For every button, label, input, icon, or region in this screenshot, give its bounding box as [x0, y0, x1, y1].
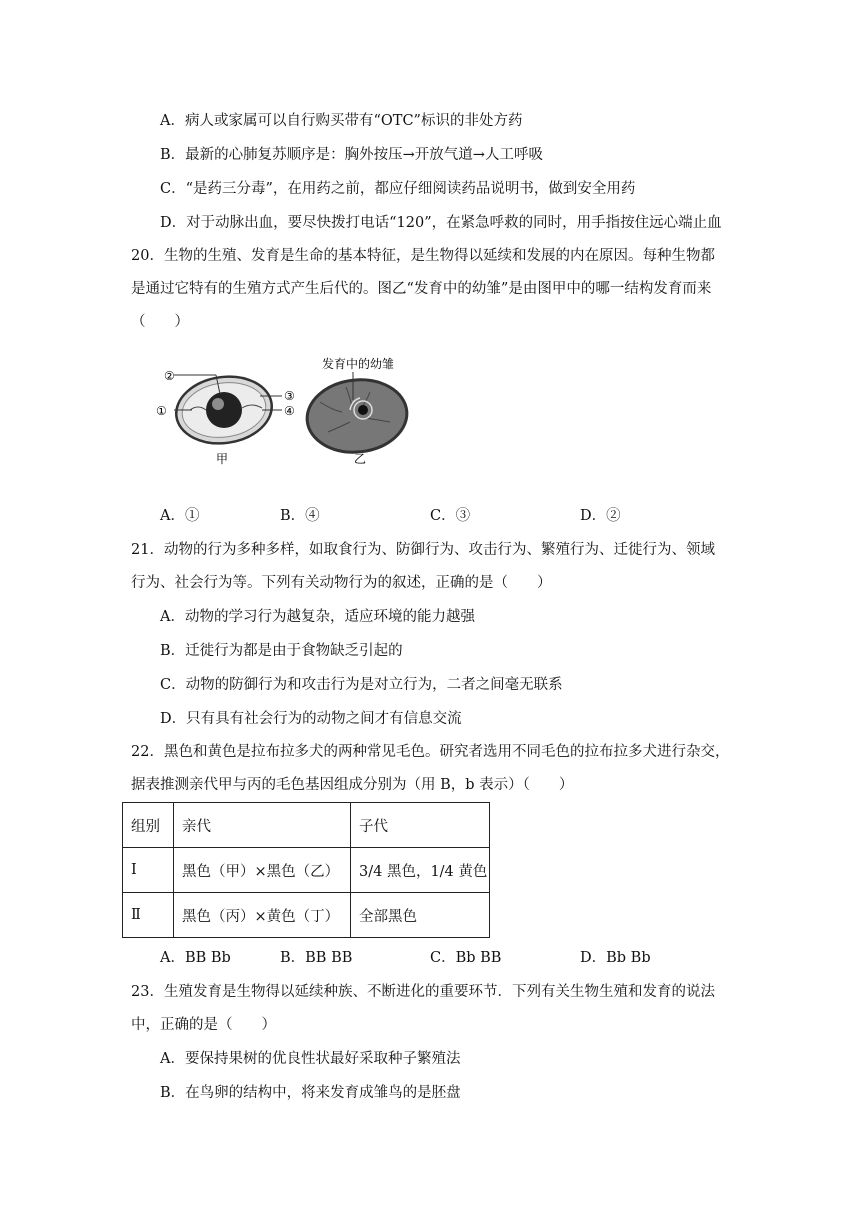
q23-stem-line1: 23．生殖发育是生物得以延续种族、不断进化的重要环节．下列有关生物生殖和发育的说法	[131, 984, 715, 1000]
q19-option-d: D．对于动脉出血，要尽快拨打电话“120”，在紧急呼救的同时，用手指按住远心端止血	[160, 215, 722, 231]
table-cell: 黑色（丙）×黄色（丁）	[174, 893, 351, 938]
q20-option-c: C．③	[430, 508, 471, 524]
q20-stem-line2: 是通过它特有的生殖方式产生后代的。图乙“发育中的幼雏”是由图甲中的哪一结构发育而来	[131, 281, 712, 297]
marker-3: ③	[284, 389, 295, 403]
label-yi: 乙	[354, 452, 367, 466]
q21-option-a: A．动物的学习行为越复杂，适应环境的能力越强	[160, 609, 475, 625]
q22-option-b: B．BB BB	[280, 950, 353, 966]
q20-option-b: B．④	[280, 508, 320, 524]
egg-developing-yi	[304, 356, 411, 466]
egg-figure-svg	[150, 352, 450, 472]
q21-stem-line2: 行为、社会行为等。下列有关动物行为的叙述，正确的是（ ）	[131, 575, 552, 591]
table-header-row	[123, 803, 490, 848]
q22-option-c: C．Bb BB	[430, 950, 502, 966]
table-header-cell: 组别	[123, 803, 174, 848]
table-cell: 全部黑色	[351, 893, 490, 938]
q23-option-b: B．在鸟卵的结构中，将来发育成雏鸟的是胚盘	[160, 1085, 461, 1101]
q19-option-c: C．“是药三分毒”，在用药之前，都应仔细阅读药品说明书，做到安全用药	[160, 181, 636, 197]
cross-table	[122, 802, 490, 938]
q22-option-a: A．BB Bb	[160, 950, 231, 966]
q23-stem-line2: 中，正确的是（ ）	[131, 1017, 276, 1033]
q21-stem-line1: 21．动物的行为多种多样，如取食行为、防御行为、攻击行为、繁殖行为、迁徙行为、领域	[131, 542, 715, 558]
q20-stem-line1: 20．生物的生殖、发育是生命的基本特征，是生物得以延续和发展的内在原因。每种生物都	[131, 248, 715, 264]
q20-option-a: A．①	[160, 508, 200, 524]
label-jia: 甲	[216, 452, 229, 466]
egg-figure	[150, 352, 450, 472]
marker-4: ④	[284, 404, 295, 418]
egg-structure-jia	[156, 369, 295, 466]
table-cell: 黑色（甲）×黑色（乙）	[174, 848, 351, 893]
label-developing-chick: 发育中的幼雏	[322, 357, 395, 371]
q20-option-d: D．②	[580, 508, 621, 524]
table-cell: 3/4 黑色，1/4 黄色	[351, 848, 490, 893]
table-row	[123, 848, 490, 893]
q20-stem-line3: （ ）	[131, 314, 189, 330]
q22-option-d: D．Bb Bb	[580, 950, 651, 966]
q22-stem-line2: 据表推测亲代甲与丙的毛色基因组成分别为（用 B，b 表示）（ ）	[131, 777, 574, 793]
table-header-cell: 子代	[351, 803, 490, 848]
table-cell: Ⅱ	[123, 893, 174, 938]
q23-option-a: A．要保持果树的优良性状最好采取种子繁殖法	[160, 1051, 461, 1067]
q19-option-a: A．病人或家属可以自行购买带有“OTC”标识的非处方药	[160, 113, 523, 129]
q21-option-b: B．迁徙行为都是由于食物缺乏引起的	[160, 643, 403, 659]
q21-option-d: D．只有具有社会行为的动物之间才有信息交流	[160, 711, 462, 727]
marker-2: ②	[164, 369, 175, 383]
table-cell: Ⅰ	[123, 848, 174, 893]
q21-option-c: C．动物的防御行为和攻击行为是对立行为，二者之间毫无联系	[160, 677, 563, 693]
q19-option-b: B．最新的心肺复苏顺序是：胸外按压→开放气道→人工呼吸	[160, 147, 543, 163]
table-header-cell: 亲代	[174, 803, 351, 848]
table-row	[123, 893, 490, 938]
marker-1: ①	[156, 404, 167, 418]
q22-stem-line1: 22．黑色和黄色是拉布拉多犬的两种常见毛色。研究者选用不同毛色的拉布拉多犬进行杂交，	[131, 744, 730, 760]
